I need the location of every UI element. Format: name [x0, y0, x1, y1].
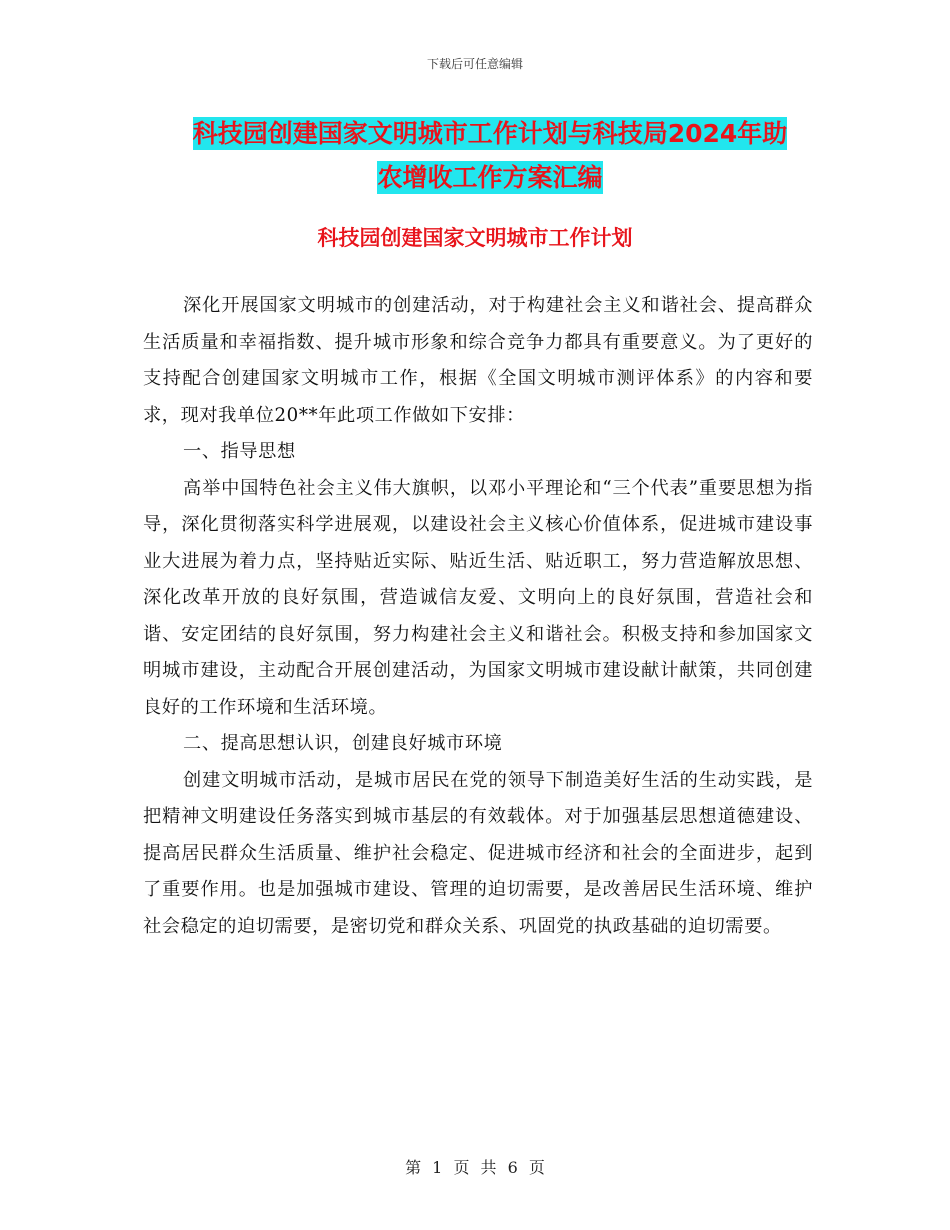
document-title	[150, 112, 830, 200]
paragraph-guiding-thought: 高举中国特色社会主义伟大旗帜，以邓小平理论和“三个代表”重要思想为指导，深化贯彻落实科学进展观，以建设社会主义核心价值体系，促进城市建设事业大进展为着力点，坚持贴近实际、贴近生活、贴近职工，努力营造解放思想、深化改革开放的良好氛围，营造诚信友爱、文明向上的良好氛围，营造社会和谐、安定团结的良好氛围，努力构建社会主义和谐社会。积极支持和参加国家文明城市建设，主动配合开展创建活动，为国家文明城市建设献计献策，共同创建良好的工作环境和生活环境。	[143, 477, 813, 718]
document-title-line2: 农增收工作方案汇编	[377, 163, 603, 192]
paragraph-raise-awareness: 创建文明城市活动，是城市居民在党的领导下制造美好生活的生动实践，是把精神文明建设任务落实到城市基层的有效载体。对于加强基层思想道德建设、提高居民群众生活质量、维护社会稳定、促进城市经济和社会的全面进步，起到了重要作用。也是加强城市建设、管理的迫切需要，是改善居民生活环境、维护社会稳定的迫切需要，是密切党和群众关系、巩固党的执政基础的迫切需要。	[143, 769, 813, 937]
paragraph-intro: 深化开展国家文明城市的创建活动，对于构建社会主义和谐社会、提高群众生活质量和幸福指数、提升城市形象和综合竞争力都具有重要意义。为了更好的支持配合创建国家文明城市工作，根据《全国文明城市测评体系》的内容和要求，现对我单位20**年此项工作做如下安排：	[143, 295, 813, 426]
header-note: 下载后可任意编辑	[426, 57, 523, 71]
heading-guiding-thought: 一、指导思想	[183, 441, 296, 462]
document-body	[143, 288, 813, 945]
heading-raise-awareness: 二、提高思想认识，创建良好城市环境	[183, 733, 503, 754]
section-title: 科技园创建国家文明城市工作计划	[317, 226, 633, 250]
document-title-line1: 科技园创建国家文明城市工作计划与科技局2024年助	[192, 119, 788, 148]
page-footer: 第 1 页 共 6 页	[405, 1158, 545, 1177]
